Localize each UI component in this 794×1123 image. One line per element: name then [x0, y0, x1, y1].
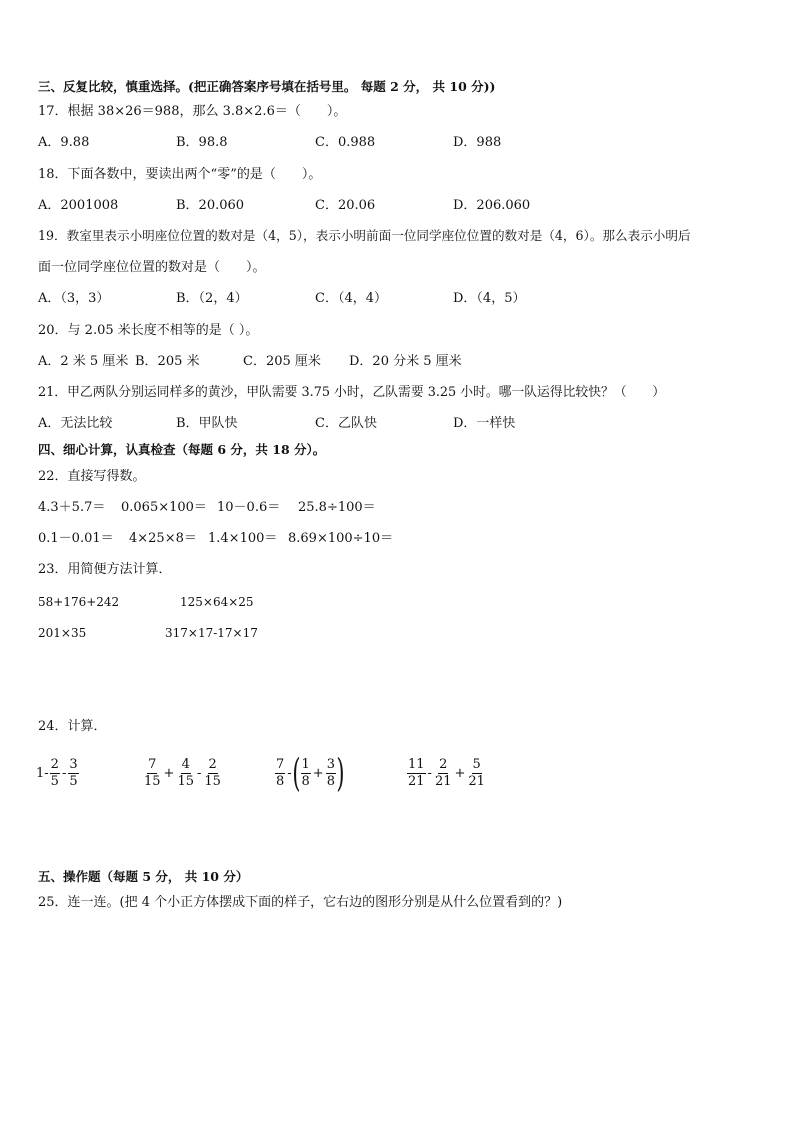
option-a: A．无法比较 [38, 416, 113, 431]
numerator: 4 [181, 756, 190, 772]
operator: - [197, 765, 202, 781]
option-d: D．206.060 [453, 198, 531, 213]
question-19: 19．教室里表示小明座位位置的数对是（4，5），表示小明前面一位同学座位位置的数对是（4，6）。那么表示小明后 [38, 228, 691, 243]
option-b: B．甲队快 [176, 416, 238, 431]
option-c: C．205 厘米 [243, 354, 321, 369]
expression-3 [274, 752, 344, 794]
option-d: D．20 分米 5 厘米 [349, 354, 462, 369]
option-c: C．乙队快 [315, 416, 377, 431]
expression: 25.8÷100＝ [298, 500, 376, 515]
expression: 8.69×100÷10＝ [288, 531, 394, 546]
numerator: 11 [408, 756, 425, 772]
option-a: A．（3，3） [38, 291, 110, 306]
fraction [50, 757, 60, 790]
option-d: D．一样快 [453, 416, 516, 431]
right-parenthesis: ) [336, 751, 345, 795]
fraction [203, 757, 222, 790]
denominator: 15 [177, 773, 194, 789]
option-b: B．20.060 [176, 198, 245, 213]
option-d: D．988 [453, 135, 502, 150]
operator: - [61, 765, 67, 781]
question-24: 24．计算． [38, 719, 107, 734]
operator: + [312, 765, 324, 781]
denominator: 21 [434, 773, 452, 789]
numerator: 7 [276, 756, 285, 772]
numerator: 7 [148, 756, 157, 772]
expression: 4.3＋5.7＝ [38, 500, 106, 515]
expression-1 [36, 752, 80, 794]
expression-2 [142, 752, 223, 794]
section-5-heading: 五、操作题（每题 5 分， 共 10 分） [38, 869, 249, 884]
expression: 0.1－0.01＝ [38, 531, 114, 546]
fraction [301, 757, 311, 790]
option-c: C．（4，4） [315, 291, 387, 306]
denominator: 8 [326, 773, 335, 789]
denominator: 15 [204, 773, 221, 789]
question-23: 23．用简便方法计算． [38, 562, 172, 577]
expression-lead: 1- [36, 765, 49, 781]
question-22: 22．直接写得数。 [38, 469, 146, 484]
expression: 4×25×8＝ [129, 531, 197, 546]
question-25: 25．连一连。(把 4 个小正方体摆成下面的样子，它右边的图形分别是从什么位置看到的？) [38, 895, 563, 910]
expression: 10－0.6＝ [217, 500, 281, 515]
fraction [275, 757, 285, 790]
expression: 1.4×100＝ [208, 531, 278, 546]
expression: 317×17-17×17 [165, 626, 258, 640]
expression: 201×35 [38, 626, 87, 640]
fraction [467, 757, 486, 790]
denominator: 15 [144, 773, 161, 789]
operator: + [163, 765, 175, 781]
denominator: 21 [468, 773, 485, 789]
question-19-continued: 面一位同学座位位置的数对是（ ）。 [38, 260, 266, 275]
fraction [434, 757, 453, 790]
denominator: 21 [408, 773, 425, 789]
fraction [407, 757, 426, 790]
numerator: 2 [439, 756, 448, 772]
question-21: 21．甲乙两队分别运同样多的黄沙，甲队需要 3.75 小时，乙队需要 3.25 小时。哪一队运得比较快？（ ） [38, 385, 666, 400]
option-c: C．20.06 [315, 198, 376, 213]
numerator: 3 [326, 756, 335, 772]
numerator: 1 [301, 756, 310, 772]
question-18: 18．下面各数中，要读出两个“零”的是（ ）。 [38, 167, 322, 182]
operator: - [287, 765, 292, 781]
fraction [326, 757, 336, 790]
denominator: 5 [50, 773, 59, 789]
left-parenthesis: ( [292, 751, 301, 795]
fraction [143, 757, 162, 790]
option-a: A．9.88 [38, 135, 90, 150]
expression: 0.065×100＝ [121, 500, 207, 515]
denominator: 5 [69, 773, 78, 789]
expression-4 [406, 752, 487, 794]
denominator: 8 [276, 773, 285, 789]
option-b: B．（2，4） [176, 291, 248, 306]
numerator: 3 [69, 756, 78, 772]
numerator: 2 [208, 756, 217, 772]
option-a: A．2001008 [38, 198, 119, 213]
numerator: 2 [50, 756, 59, 772]
operator: + [454, 765, 466, 781]
option-b: B．205 米 [135, 354, 200, 369]
question-20: 20．与 2.05 米长度不相等的是（ ）。 [38, 323, 259, 338]
question-17: 17．根据 38×26＝988，那么 3.8×2.6＝（ ）。 [38, 104, 347, 119]
option-a: A．2 米 5 厘米 [38, 354, 129, 369]
operator: - [427, 765, 432, 781]
section-3-heading: 三、反复比较，慎重选择。(把正确答案序号填在括号里。 每题 2 分， 共 10 分)) [38, 79, 496, 94]
fraction [68, 757, 78, 790]
section-4-heading: 四、细心计算，认真检查（每题 6 分，共 18 分）。 [38, 442, 326, 457]
expression: 125×64×25 [180, 595, 254, 609]
fraction [176, 757, 195, 790]
expression: 58+176+242 [38, 595, 120, 609]
option-c: C．0.988 [315, 135, 376, 150]
option-b: B．98.8 [176, 135, 228, 150]
numerator: 5 [472, 756, 481, 772]
denominator: 8 [301, 773, 310, 789]
option-d: D．（4，5） [453, 291, 526, 306]
